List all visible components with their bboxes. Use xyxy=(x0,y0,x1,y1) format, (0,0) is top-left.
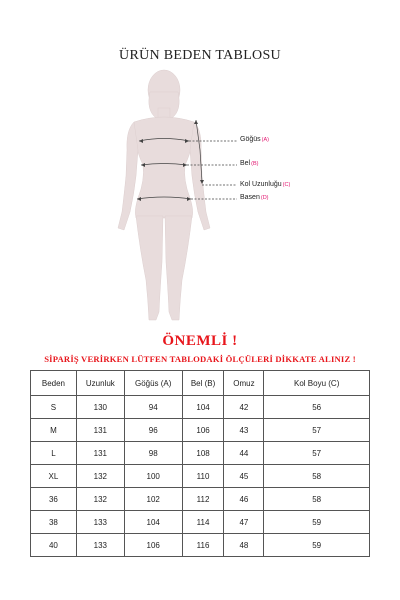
measurement-code: (A) xyxy=(261,137,269,143)
measurement-name: Kol Uzunluğu xyxy=(240,181,282,188)
table-cell: 38 xyxy=(31,511,77,534)
important-heading: ÖNEMLİ ! xyxy=(162,333,238,349)
table-cell: 57 xyxy=(264,419,370,442)
table-cell: 106 xyxy=(182,419,224,442)
measurement-label-bel xyxy=(240,160,258,167)
table-cell: 112 xyxy=(182,488,224,511)
table-cell: 106 xyxy=(124,534,182,557)
table-cell: 132 xyxy=(76,465,124,488)
column-header: Beden xyxy=(31,371,77,396)
table-cell: 36 xyxy=(31,488,77,511)
table-row xyxy=(31,396,370,419)
table-row xyxy=(31,419,370,442)
table-cell: 133 xyxy=(76,534,124,557)
table-cell: 40 xyxy=(31,534,77,557)
column-header: Uzunluk xyxy=(76,371,124,396)
table-cell: 96 xyxy=(124,419,182,442)
table-row xyxy=(31,488,370,511)
table-cell: 44 xyxy=(224,442,264,465)
table-cell: 94 xyxy=(124,396,182,419)
table-cell: 45 xyxy=(224,465,264,488)
table-cell: 116 xyxy=(182,534,224,557)
table-cell: 58 xyxy=(264,465,370,488)
measurement-code: (C) xyxy=(282,182,291,188)
table-row xyxy=(31,442,370,465)
table-cell: 131 xyxy=(76,442,124,465)
table-cell: 98 xyxy=(124,442,182,465)
table-row xyxy=(31,465,370,488)
measurement-code: (B) xyxy=(251,161,259,167)
table-cell: M xyxy=(31,419,77,442)
measurement-code: (D) xyxy=(260,195,269,201)
table-cell: 133 xyxy=(76,511,124,534)
table-cell: 47 xyxy=(224,511,264,534)
table-cell: 56 xyxy=(264,396,370,419)
table-cell: 104 xyxy=(182,396,224,419)
page-title: ÜRÜN BEDEN TABLOSU xyxy=(119,48,281,63)
table-cell: 46 xyxy=(224,488,264,511)
table-cell: 42 xyxy=(224,396,264,419)
table-cell: L xyxy=(31,442,77,465)
table-header-row xyxy=(31,371,370,396)
table-cell: 114 xyxy=(182,511,224,534)
table-cell: XL xyxy=(31,465,77,488)
table-cell: S xyxy=(31,396,77,419)
table-cell: 132 xyxy=(76,488,124,511)
measurement-label-kol xyxy=(240,181,290,188)
measurement-name: Basen xyxy=(240,194,260,201)
table-cell: 48 xyxy=(224,534,264,557)
measurement-name: Göğüs xyxy=(240,136,261,143)
table-cell: 59 xyxy=(264,511,370,534)
table-cell: 58 xyxy=(264,488,370,511)
measurement-label-basen xyxy=(240,194,269,201)
table-row xyxy=(31,511,370,534)
column-header: Omuz xyxy=(224,371,264,396)
measurement-name: Bel xyxy=(240,160,251,167)
column-header: Kol Boyu (C) xyxy=(264,371,370,396)
table-cell: 104 xyxy=(124,511,182,534)
table-cell: 43 xyxy=(224,419,264,442)
table-cell: 102 xyxy=(124,488,182,511)
measurement-label-gogus xyxy=(240,136,269,143)
table-row xyxy=(31,534,370,557)
column-header: Göğüs (A) xyxy=(124,371,182,396)
table-cell: 57 xyxy=(264,442,370,465)
warning-message: SİPARİŞ VERİRKEN LÜTFEN TABLODAKİ ÖLÇÜLERİ DİKKATE ALINIZ ! xyxy=(44,354,356,364)
table-cell: 130 xyxy=(76,396,124,419)
table-cell: 59 xyxy=(264,534,370,557)
table-cell: 110 xyxy=(182,465,224,488)
size-table xyxy=(30,370,370,557)
column-header: Bel (B) xyxy=(182,371,224,396)
table-cell: 108 xyxy=(182,442,224,465)
table-cell: 100 xyxy=(124,465,182,488)
table-cell: 131 xyxy=(76,419,124,442)
